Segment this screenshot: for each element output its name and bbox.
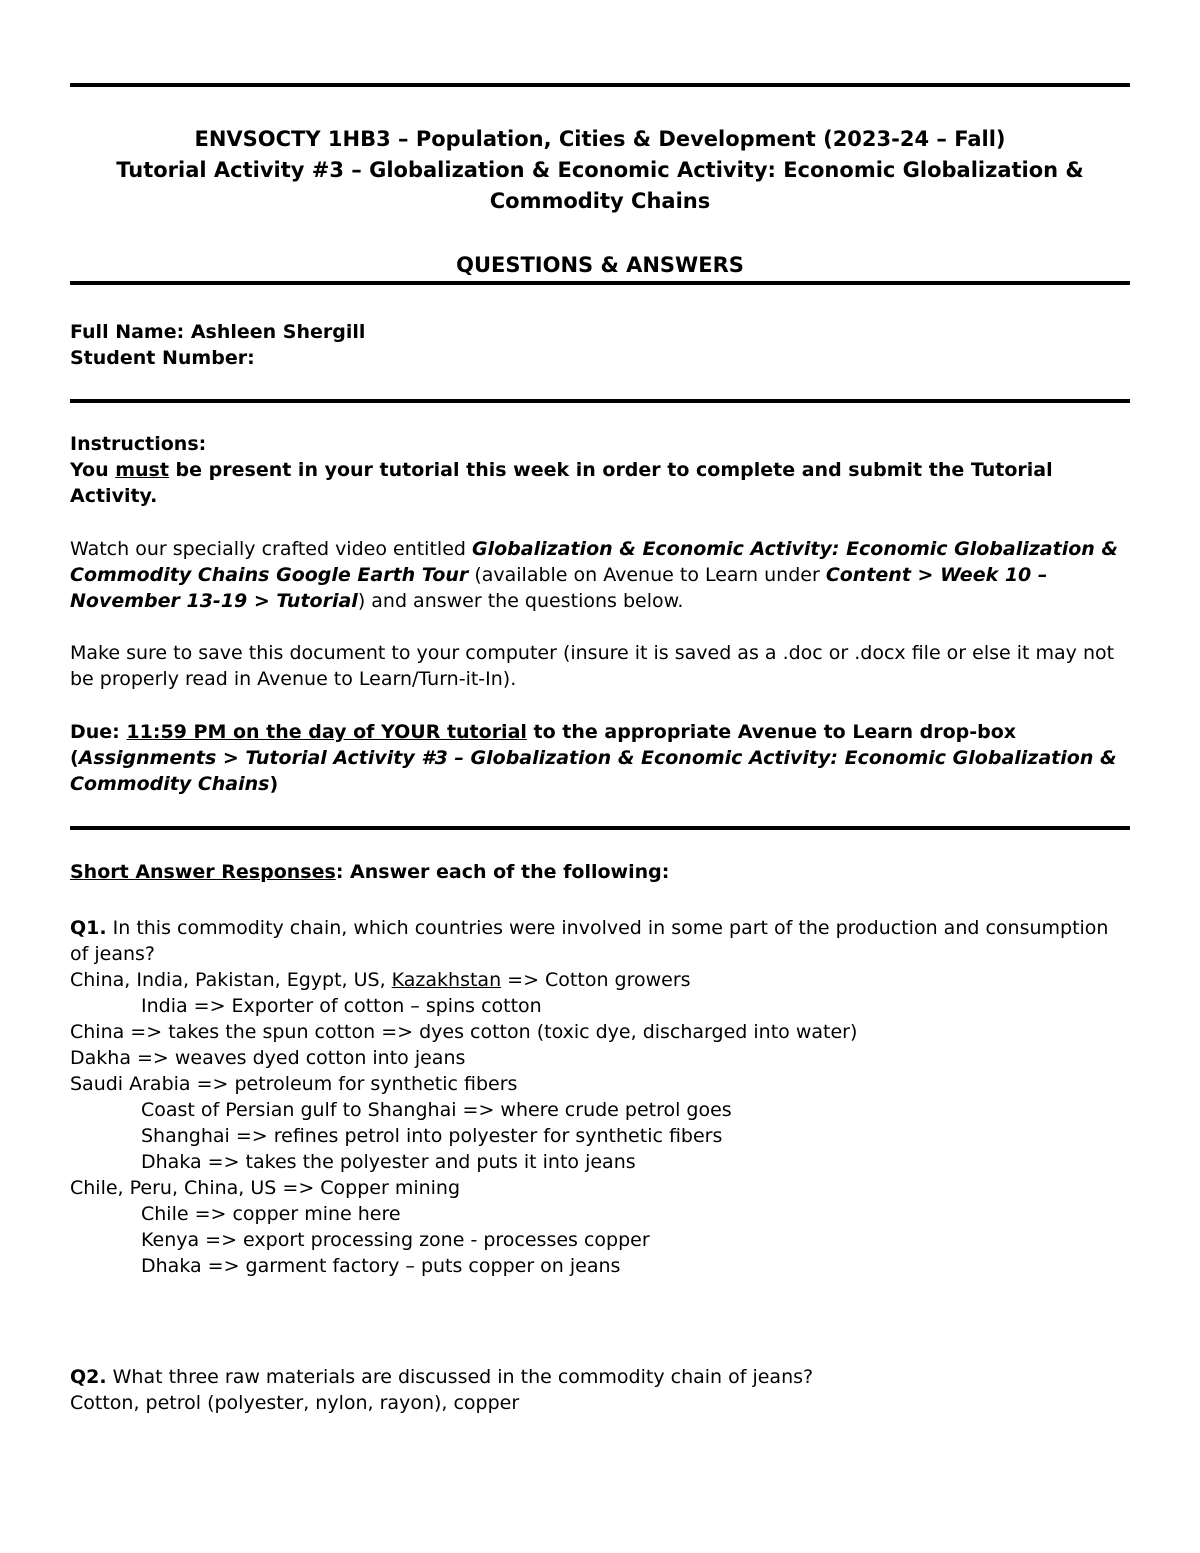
student-info [70, 319, 1130, 371]
divider-after-instructions [70, 826, 1130, 830]
q2-label: Q2. [70, 1366, 107, 1388]
save-note: Make sure to save this document to your computer (insure it is saved as a .doc or .docx file or else it may not be properly read in Avenue to Learn/Turn-it-In). [70, 642, 1115, 690]
divider-after-title [70, 281, 1130, 285]
q1-label: Q1. [70, 917, 107, 939]
short-answer-heading: Short Answer Responses: Answer each of the following: [70, 861, 670, 883]
q1-answer-line: Chile, Peru, China, US => Copper mining [70, 1177, 461, 1199]
student-number-label: Student Number: [70, 347, 255, 369]
presence-requirement: You must be present in your tutorial this week in order to complete and submit the Tutorial Activity. [70, 459, 1053, 507]
instructions-heading: Instructions: [70, 433, 207, 455]
q1-answer-line: India => Exporter of cotton – spins cotton [141, 995, 542, 1017]
video-title: Globalization & Economic Activity: Economic Globalization & Commodity Chains Google Earth Tour [70, 538, 1118, 586]
full-name-value: Ashleen Shergill [190, 321, 366, 343]
divider-top [70, 83, 1130, 87]
kazakhstan-underlined: Kazakhstan [391, 969, 502, 991]
q1-answer-line: Dhaka => takes the polyester and puts it into jeans [141, 1151, 636, 1173]
q1-block [70, 915, 1130, 1279]
full-name-label: Full Name: [70, 321, 185, 343]
q2-answer: Cotton, petrol (polyester, nylon, rayon), copper [70, 1392, 520, 1414]
due-label: Due: [70, 721, 120, 743]
q1-answer-list [70, 993, 1130, 1279]
instructions-heading-block [70, 431, 1130, 509]
divider-after-student [70, 399, 1130, 403]
full-name-row [70, 319, 1130, 345]
q2-block [70, 1364, 1130, 1416]
q1-answer-line: China => takes the spun cotton => dyes cotton (toxic dye, discharged into water) [70, 1021, 858, 1043]
q1-answer-line: China, India, Pakistan, Egypt, US, Kazakhstan => Cotton growers [70, 969, 691, 991]
due-block: Due: 11:59 PM on the day of YOUR tutorial to the appropriate Avenue to Learn drop-box (Assignments > Tutorial Activity #3 – Globalization & Economic Activity: Economic Globalization & Commodity Chains) [70, 721, 1117, 795]
q1-answer-line: Coast of Persian gulf to Shanghai => where crude petrol goes [141, 1099, 732, 1121]
activity-line: Tutorial Activity #3 – Globalization & Economic Activity: Economic Globalization & Commodity Chains [116, 158, 1084, 213]
q1-question: Q1. In this commodity chain, which countries were involved in some part of the production and consumption of jeans? [70, 917, 1109, 965]
dropbox-path: Assignments > Tutorial Activity #3 – Globalization & Economic Activity: Economic Globalization & Commodity Chains [70, 747, 1117, 795]
document-title [70, 124, 1130, 217]
q1-answer-line: Kenya => export processing zone - processes copper [141, 1229, 650, 1251]
content-path: Content > Week 10 – November 13-19 > Tutorial [70, 564, 1048, 612]
q1-answer-line: Dhaka => garment factory – puts copper on jeans [141, 1255, 621, 1277]
section-title: QUESTIONS & ANSWERS [456, 253, 744, 277]
q1-answer-line: Dakha => weaves dyed cotton into jeans [70, 1047, 466, 1069]
must-emphasis: must [115, 459, 169, 481]
q2-question: Q2. What three raw materials are discussed in the commodity chain of jeans? [70, 1366, 814, 1388]
q1-answer-line: Shanghai => refines petrol into polyester for synthetic fibers [141, 1125, 723, 1147]
q1-answer-line: Chile => copper mine here [141, 1203, 401, 1225]
course-line: ENVSOCTY 1HB3 – Population, Cities & Development (2023-24 – Fall) [194, 127, 1006, 151]
short-answer-link: Short Answer Responses [70, 861, 336, 883]
due-time: 11:59 PM on the day of YOUR tutorial [126, 721, 527, 743]
q1-answer-line: Saudi Arabia => petroleum for synthetic fibers [70, 1073, 518, 1095]
watch-instructions: Watch our specially crafted video entitled Globalization & Economic Activity: Economic Globalization & Commodity Chains Google Earth Tour (available on Avenue to Learn under Content > Week 10 – November 13-19 > Tutorial) and answer the questions below. [70, 538, 1118, 612]
